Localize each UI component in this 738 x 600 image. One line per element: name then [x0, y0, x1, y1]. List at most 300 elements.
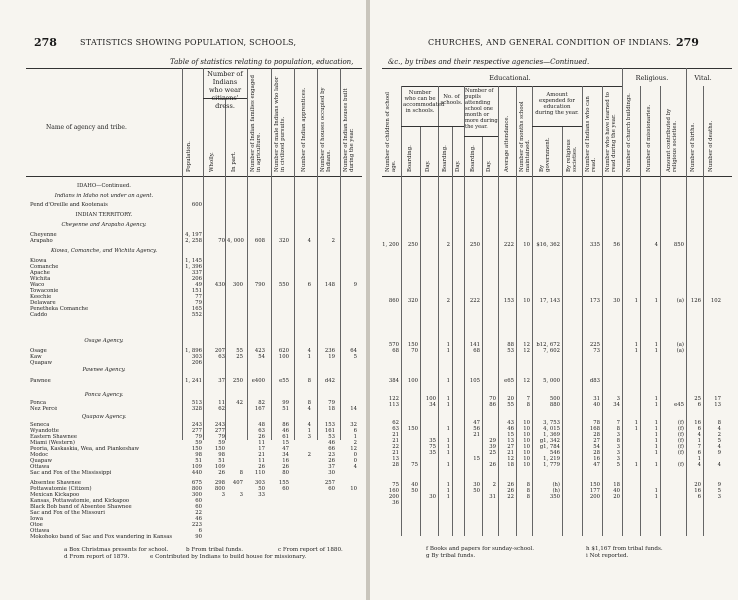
col-header-children: Number of children of school age. [385, 92, 397, 172]
population-cell: 79 [195, 300, 202, 306]
table-cell: 790 [254, 282, 265, 288]
population-cell: 675 [191, 480, 202, 486]
table-cell: 4 [307, 238, 311, 244]
table-cell: 33 [258, 492, 265, 498]
table-cell: 30 [613, 298, 620, 304]
row-label: Mokohoko band of Sac and Fox wandering in Kansas [30, 534, 173, 540]
table-cell: 1 [654, 420, 658, 426]
table-cell: 11 [258, 458, 265, 464]
table-cell: 1 [654, 438, 658, 444]
table-cell: (a) [676, 342, 684, 348]
table-cell: 225 [589, 342, 600, 348]
section-heading: IDAHO—Continued. [77, 183, 131, 189]
population-cell: 109 [191, 464, 202, 470]
table-cell: 16 [282, 458, 289, 464]
table-cell: 1 [446, 450, 450, 456]
group-rule [464, 136, 498, 137]
col-header-apprentices: Number of Indian apprentices. [301, 87, 307, 172]
table-cell: 61 [282, 434, 289, 440]
table-cell: 55 [507, 402, 514, 408]
table-cell: 5 [353, 354, 357, 360]
table-cell: 39 [489, 444, 496, 450]
col-header-name: Name of agency and tribe. [46, 124, 127, 131]
table-cell: 21 [392, 450, 399, 456]
table-cell: 13 [507, 438, 514, 444]
table-cell: 31 [593, 396, 600, 402]
table-cell: 75 [429, 444, 436, 450]
table-cell: (h) [552, 482, 560, 488]
running-head: CHURCHES, AND GENERAL CONDITION OF INDIANS. [428, 38, 672, 47]
table-cell: 6 [697, 450, 701, 456]
group-header-schools: No. of schools. [440, 94, 463, 106]
table-cell: 54 [258, 354, 265, 360]
table-cell: 75 [411, 462, 418, 468]
table-cell: 63 [218, 354, 225, 360]
table-cell: 2 [353, 440, 357, 446]
table-cell: 68 [392, 348, 399, 354]
population-cell: 60 [195, 504, 202, 510]
table-cell: 26 [282, 464, 289, 470]
section-heading: Quapaw Agency. [81, 414, 127, 420]
table-cell: 13 [714, 402, 721, 408]
table-cell: 4 [697, 432, 701, 438]
group-rule [438, 126, 464, 127]
table-cell: 82 [258, 400, 265, 406]
col-divider [703, 86, 704, 536]
population-cell: 49 [195, 282, 202, 288]
table-cell: 880 [549, 402, 560, 408]
population-cell: 51 [195, 458, 202, 464]
col-divider [562, 126, 563, 536]
table-cell: 15 [507, 432, 514, 438]
table-cell: 50 [473, 488, 480, 494]
table-cell: 53 [507, 348, 514, 354]
table-cell: 550 [278, 282, 289, 288]
table-cell: 3 [717, 494, 721, 500]
table-cell: 10 [523, 450, 530, 456]
table-cell: 18 [613, 482, 620, 488]
row-label: Kiowa [30, 258, 47, 264]
table-cell: 63 [258, 428, 265, 434]
table-cell: 23 [328, 452, 335, 458]
table-cell: 2 [446, 242, 450, 248]
table-cell: 800 [214, 486, 225, 492]
col-header-missionaries: Number of missionaries. [646, 104, 652, 172]
footnote: c From report of 1880. [278, 547, 343, 553]
table-cell: 3 [307, 434, 311, 440]
table-cell: 222 [503, 242, 514, 248]
table-cell: 1 [654, 348, 658, 354]
table-cell: 161 [324, 428, 335, 434]
table-cell: 8 [526, 488, 530, 494]
col-header-houses: Number of houses occupied by Indians. [320, 87, 332, 172]
table-cell: 148 [324, 282, 335, 288]
table-cell: 222 [469, 298, 480, 304]
col-header-contributed: Amount contributed by religious societies. [666, 108, 678, 172]
table-cell: 1 [634, 462, 638, 468]
table-cell: 3 [221, 492, 225, 498]
table-cell: 335 [589, 242, 600, 248]
table-cell: 55 [236, 348, 243, 354]
table-cell: 620 [278, 348, 289, 354]
col-header-by-religious-societies: By religious societies. [566, 139, 578, 172]
table-cell: 47 [593, 462, 600, 468]
table-cell: 8 [616, 438, 620, 444]
col-divider [452, 126, 453, 536]
table-cell: 54 [593, 444, 600, 450]
table-cell: 3, 753 [543, 420, 560, 426]
table-cell: 86 [489, 402, 496, 408]
table-cell: 4, 000 [227, 238, 244, 244]
table-cell: 34 [282, 452, 289, 458]
table-cell: 2 [717, 432, 721, 438]
table-cell: 20 [613, 494, 620, 500]
table-cell: 1 [446, 348, 450, 354]
table-cell: 5 [616, 462, 620, 468]
row-label: Waco [30, 282, 45, 288]
table-cell: 160 [388, 488, 399, 494]
row-label: Iowa [30, 516, 43, 522]
table-cell: 109 [214, 464, 225, 470]
col-divider [660, 86, 661, 536]
table-cell: 6 [697, 494, 701, 500]
table-cell: 8 [239, 470, 243, 476]
table-cell: 6 [697, 426, 701, 432]
header-top-rule [26, 68, 362, 69]
table-cell: 20 [507, 396, 514, 402]
table-cell: 12 [523, 378, 530, 384]
table-cell: 21 [507, 450, 514, 456]
table-cell: 384 [388, 378, 399, 384]
table-cell: 40 [411, 482, 418, 488]
table-cell: 1 [697, 438, 701, 444]
col-divider [294, 68, 295, 440]
table-cell: 1 [446, 342, 450, 348]
row-label: Osage [30, 348, 47, 354]
table-cell: 7 [526, 396, 530, 402]
col-header-can-read: Number of Indians who can read. [585, 96, 597, 172]
group-header-vital: Vital. [694, 74, 712, 82]
table-cell: 8 [526, 494, 530, 500]
row-label: Caddo [30, 312, 48, 318]
table-cell: 27 [507, 444, 514, 450]
table-cell: 3 [616, 396, 620, 402]
col-divider [317, 68, 318, 440]
table-cell: 1 [654, 298, 658, 304]
table-cell: 43 [507, 420, 514, 426]
table-cell: 21 [392, 432, 399, 438]
table-cell: 10 [350, 486, 357, 492]
table-cell: 10 [523, 242, 530, 248]
table-cell: 88 [507, 342, 514, 348]
group-header-accommodated: Number who can be accommodated in schools. [403, 90, 445, 114]
table-cell: 16 [593, 456, 600, 462]
table-cell: 1 [634, 420, 638, 426]
table-cell: 47 [282, 446, 289, 452]
table-cell: 500 [549, 396, 560, 402]
population-cell: 2, 258 [185, 238, 202, 244]
table-cell: 8 [307, 378, 311, 384]
row-label: Kaw [30, 354, 42, 360]
table-cell: 8 [526, 402, 530, 408]
table-cell: 5 [717, 488, 721, 494]
table-cell: 70 [489, 396, 496, 402]
col-divider [464, 86, 465, 536]
table-cell: 10 [523, 438, 530, 444]
table-cell: 250 [469, 242, 480, 248]
table-cell: 10 [523, 456, 530, 462]
table-cell: 2 [307, 452, 311, 458]
col-header-months: Number of months school maintained. [519, 101, 531, 172]
table-cell: 0 [353, 458, 357, 464]
table-cell: e55 [279, 378, 289, 384]
col-divider [401, 86, 402, 536]
row-label: Cheyenne [30, 232, 57, 238]
population-cell: 46 [195, 516, 202, 522]
row-label: Quapaw [30, 360, 52, 366]
table-cell: 320 [407, 298, 418, 304]
table-cell: 110 [254, 470, 265, 476]
section-heading: Osage Agency. [84, 338, 124, 344]
table-cell: 5 [717, 438, 721, 444]
table-cell: 8 [307, 400, 311, 406]
table-cell: 34 [613, 402, 620, 408]
table-cell: 70 [411, 348, 418, 354]
table-cell: $16, 362 [536, 242, 560, 248]
table-cell: 79 [218, 434, 225, 440]
table-cell: 122 [388, 396, 399, 402]
table-cell: 56 [613, 242, 620, 248]
population-cell: 337 [191, 270, 202, 276]
footnote: h $1,167 from tribal funds. [586, 546, 663, 552]
table-cell: 98 [218, 452, 225, 458]
table-cell: 3 [616, 456, 620, 462]
col-divider [203, 68, 204, 440]
table-cell: 50 [258, 486, 265, 492]
col-header-boarding: Boarding. [407, 145, 413, 172]
population-cell: 22 [195, 510, 202, 516]
table-cell: 68 [473, 348, 480, 354]
table-cell: 1, 200 [382, 242, 399, 248]
table-cell: 26 [489, 462, 496, 468]
table-cell: 350 [549, 494, 560, 500]
table-cell: 17 [258, 446, 265, 452]
population-cell: 223 [191, 522, 202, 528]
table-cell: 8 [717, 420, 721, 426]
table-cell: 100 [278, 354, 289, 360]
table-cell: 64 [350, 348, 357, 354]
table-cell: 17, 143 [539, 298, 560, 304]
table-cell: 3 [239, 492, 243, 498]
population-cell: 600 [191, 202, 202, 208]
table-cell: 70 [218, 238, 225, 244]
group-rule [532, 126, 582, 127]
table-cell: 12 [523, 348, 530, 354]
table-cell: 1 [446, 378, 450, 384]
table-cell: 40 [593, 402, 600, 408]
table-cell: 1 [446, 438, 450, 444]
table-cell: 9 [717, 482, 721, 488]
row-label: Black Bob band of Absentee Shawnee [30, 504, 132, 510]
table-cell: 36 [392, 500, 399, 506]
table-cell: 298 [214, 480, 225, 486]
col-header-deaths: Number of deaths. [708, 120, 714, 172]
table-cell: 4 [307, 348, 311, 354]
table-cell: 1 [654, 488, 658, 494]
table-cell: 16 [694, 488, 701, 494]
table-cell: 7 [616, 420, 620, 426]
col-header-by-government: By government. [539, 137, 551, 172]
col-divider [182, 68, 183, 440]
table-cell: 34 [429, 402, 436, 408]
col-divider [532, 86, 533, 536]
table-cell: 9 [353, 282, 357, 288]
row-label: Otoe [30, 522, 43, 528]
col-divider [498, 86, 499, 536]
row-label: Seneca [30, 422, 50, 428]
table-cell: 1 [307, 354, 311, 360]
table-cell: 407 [232, 480, 243, 486]
col-header-houses-built: Number of Indian houses built during the year. [343, 88, 355, 172]
population-cell: 300 [191, 492, 202, 498]
table-cell: 18 [507, 462, 514, 468]
table-cell: 1 [446, 488, 450, 494]
table-cell: 1 [446, 444, 450, 450]
population-cell: 4, 197 [185, 232, 202, 238]
table-cell: 40 [613, 488, 620, 494]
table-cell: 423 [254, 348, 265, 354]
left-page [0, 0, 366, 600]
table-cell: 46 [507, 426, 514, 432]
table-cell: 250 [407, 242, 418, 248]
table-cell: 1 [446, 426, 450, 432]
group-header-amount: Amount expended for education during the year. [535, 92, 579, 116]
table-cell: 26 [218, 470, 225, 476]
col-header-males: Number of male Indians who labor in civilized pursuits. [274, 76, 286, 172]
table-cell: 4, 015 [543, 426, 560, 432]
col-divider [582, 86, 583, 536]
table-cell: 1 [446, 402, 450, 408]
table-cell: 79 [328, 400, 335, 406]
table-cell: 167 [254, 406, 265, 412]
table-cell: 15 [282, 440, 289, 446]
table-cell: 51 [282, 406, 289, 412]
table-cell: 53 [328, 434, 335, 440]
table-cell: 19 [328, 354, 335, 360]
table-cell: 35 [429, 438, 436, 444]
population-cell: 60 [195, 498, 202, 504]
table-cell: 63 [392, 426, 399, 432]
table-cell: 1 [697, 456, 701, 462]
table-cell: 200 [388, 494, 399, 500]
table-cell: g1, 342 [539, 438, 560, 444]
col-divider [420, 126, 421, 536]
col-divider [516, 86, 517, 536]
group-header-religious: Religious. [635, 74, 669, 82]
table-cell: 320 [278, 238, 289, 244]
col-header-average: Average attendance. [504, 115, 510, 172]
population-cell: 440 [191, 470, 202, 476]
population-cell: 6 [198, 528, 202, 534]
table-cell: 4 [717, 462, 721, 468]
col-header-learned: Number who have learned to read during the year. [605, 92, 617, 172]
col-divider [225, 98, 226, 440]
table-cell: 26 [507, 488, 514, 494]
table-cell: 1 [654, 426, 658, 432]
population-cell: 513 [191, 400, 202, 406]
table-cell: 13 [392, 456, 399, 462]
table-cell: 4 [307, 406, 311, 412]
table-cell: 4 [654, 242, 658, 248]
table-cell: 8 [616, 426, 620, 432]
table-cell: 1 [446, 396, 450, 402]
table-cell: 2 [492, 482, 496, 488]
table-cell: 850 [673, 242, 684, 248]
row-label: Mexican Kickapoo [30, 492, 80, 498]
table-cell: 168 [589, 426, 600, 432]
row-label: Pawnee [30, 378, 51, 384]
table-cell: 100 [407, 378, 418, 384]
table-cell: 1, 779 [543, 462, 560, 468]
table-cell: 26 [507, 482, 514, 488]
table-cell: 250 [232, 378, 243, 384]
table-cell: 1 [634, 342, 638, 348]
table-cell: 22 [507, 494, 514, 500]
row-label: Ottawa [30, 528, 50, 534]
row-label: Miami (Western) [30, 440, 75, 446]
table-cell: 9 [717, 450, 721, 456]
row-label: Quapaw [30, 458, 52, 464]
table-cell: 1 [654, 432, 658, 438]
population-cell: 277 [191, 428, 202, 434]
table-cell: 21 [258, 452, 265, 458]
row-label: Kansas, Pottawatomie, and Kickapoo [30, 498, 130, 504]
running-head: STATISTICS SHOWING POPULATION, SCHOOLS, [80, 38, 297, 47]
group-header-pupils: Number of pupils attending school one month or more during the year. [465, 88, 498, 130]
table-cell: 150 [407, 342, 418, 348]
table-cell: 113 [388, 402, 399, 408]
table-cell: 25 [236, 354, 243, 360]
section-heading: Cheyenne and Arapaho Agency. [61, 222, 147, 228]
table-cell: b12, 672 [536, 342, 560, 348]
table-cell: 48 [258, 422, 265, 428]
table-cell: (a) [676, 348, 684, 354]
row-label: Peoria, Kaskaskia, Wea, and Piankeshaw [30, 446, 140, 452]
table-cell: 22 [392, 444, 399, 450]
section-heading: Pawnee Agency. [82, 367, 126, 373]
table-cell: 1 [446, 494, 450, 500]
table-cell: (a) [676, 298, 684, 304]
table-cell: 207 [214, 348, 225, 354]
table-cell: 28 [593, 450, 600, 456]
row-label: Penetheka Comanche [30, 306, 89, 312]
page-number: 279 [676, 36, 699, 49]
table-cell: 1 [353, 434, 357, 440]
col-divider [640, 86, 641, 536]
table-cell: 29 [489, 438, 496, 444]
table-cell: 105 [469, 378, 480, 384]
population-cell: 1, 145 [185, 258, 202, 264]
table-cell: 126 [690, 298, 701, 304]
table-cell: 1 [307, 428, 311, 434]
table-cell: 1 [654, 396, 658, 402]
table-cell: 2 [446, 298, 450, 304]
col-header-births: Number of births. [690, 122, 696, 172]
table-cell: 7 [697, 444, 701, 450]
table-cell: 1 [446, 482, 450, 488]
row-label: Sac and Fox of the Mississippi [30, 470, 112, 476]
table-cell: 141 [469, 342, 480, 348]
